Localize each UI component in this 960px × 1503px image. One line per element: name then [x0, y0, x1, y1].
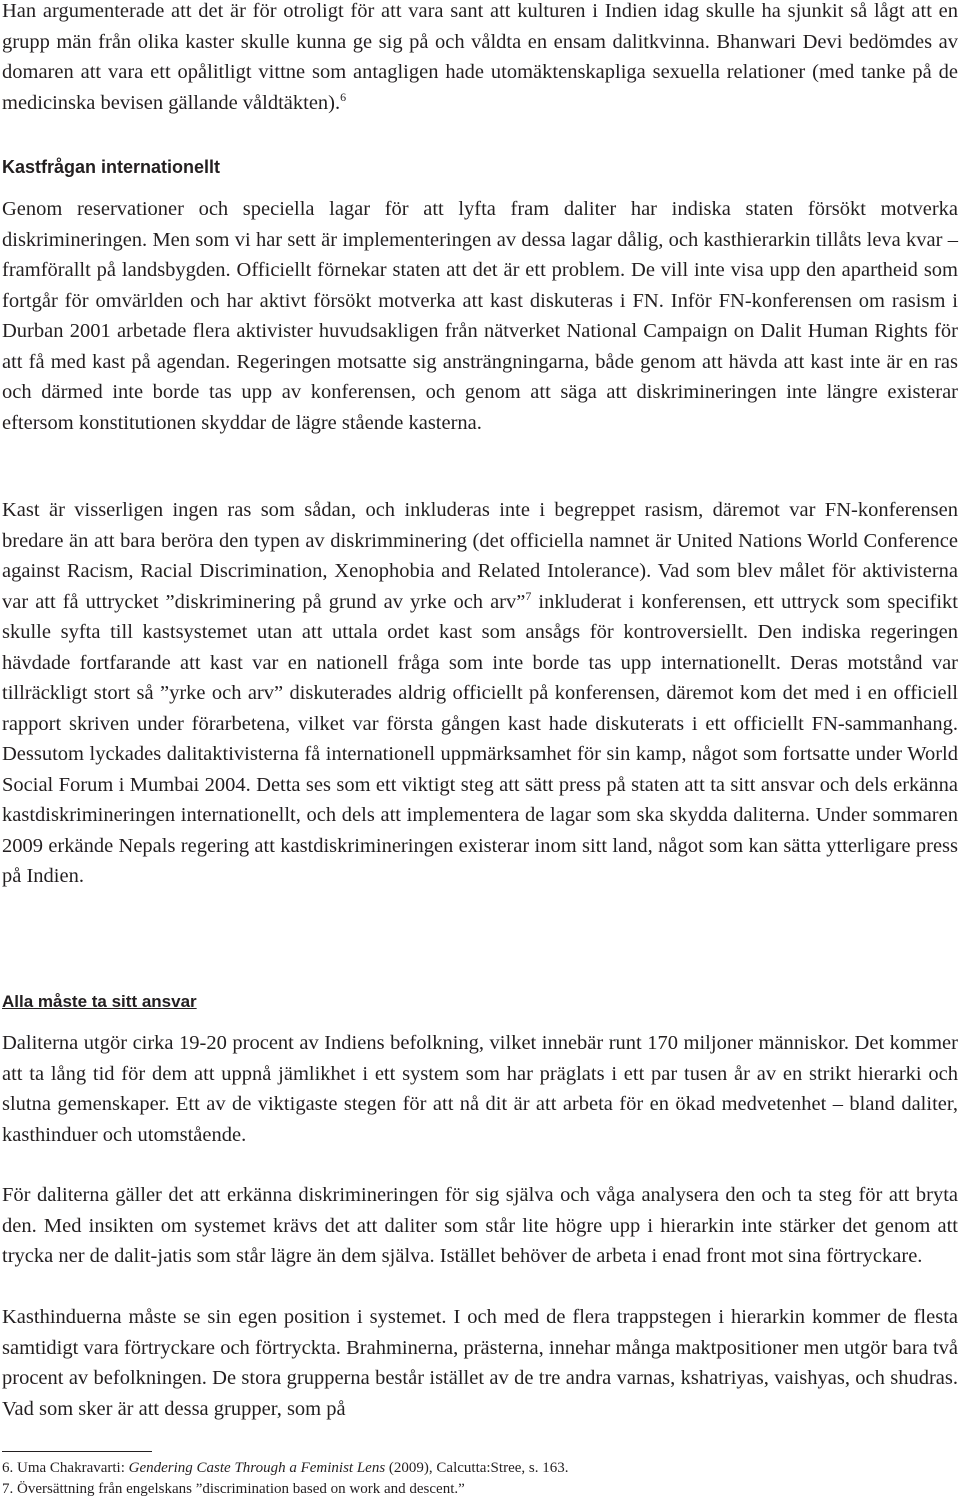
footnote-ref-7[interactable]: 7 — [525, 588, 532, 603]
paragraph-text: Han argumenterade att det är för otroligt för att vara sant att kulturen i Indien idag skulle ha sjunkit så lågt att en grupp män från olika kaster skulle kunna ge sig på och våldta en ensam dalitkvinna. Bhanwari Devi bedömdes av domaren att vara ett opålitligt vittne som antagligen hade utomäktenskapliga sexuella relationer (med tanke på de medicinska bevisen gällande våldtäkten). — [2, 0, 958, 114]
footnote-6: 6. Uma Chakravarti: Gendering Caste Through a Feminist Lens (2009), Calcutta:Stree, s. 163. — [2, 1460, 569, 1476]
paragraph-dalit-population: Daliterna utgör cirka 19-20 procent av Indiens befolkning, vilket innebär runt 170 miljoner människor. Det kommer att ta lång tid för dem att uppnå jämlikhet i ett system som har präglats i ett par tusen år av en strikt hierarki och slutna gemenskaper. Ett av de viktigaste stegen för att nå dit är att arbeta för en ökad medvetenhet – bland daliter, kasthinduer och utomstående. — [2, 1032, 958, 1146]
paragraph-un-conference — [2, 495, 958, 892]
paragraph-caste-hindus: Kasthinduerna måste se sin egen position i systemet. I och med de flera trappstegen i hierarkin kommer de flesta samtidigt vara förtryckare och förtryckta. Brahminerna, prästerna, innehar många maktpositioner men utgör bara två procent av befolkningen. De stora grupperna består istället av de tre andra varnas, kshatriyas, vaishyas, och shudras. Vad som sker är att dessa grupper, som på — [2, 1306, 958, 1420]
paragraph-bhanwari-devi — [2, 0, 958, 118]
footnote-ref-6[interactable]: 6 — [340, 89, 347, 104]
footnote-divider — [2, 1451, 152, 1452]
paragraph-text: inkluderat i konferensen, ett uttryck som specifikt skulle syfta till kastsystemet utan att uttala ordet kast som ansågs för kontroversiellt. Den indiska regeringen hävdade fortfarande att kast var en nationell fråga som inte borde tas upp internationellt. Deras motstånd var tillräckligt stort så ”yrke och arv” diskuterades aldrig officiellt på konferensen, däremot kom det med i en officiell rapport skriven under förarbetena, vilket var första gången kast hade diskuterats i ett officiellt FN-sammanhang. Dessutom lyckades dalitaktivisterna få internationell uppmärksamhet för sin kamp, något som fortsatte under World Social Forum i Mumbai 2004. Detta ses som ett viktigt steg att sätt press på staten att ta sitt ansvar och dels erkänna kastdiskrimineringen internationellt, och dels att implementera de lagar som ska skydda daliterna. Under sommaren 2009 erkände Nepals regering att kastdiskrimineringen existerar inom sitt land, något som kan sätta ytterligare press på Indien. — [2, 590, 958, 887]
section-heading-caste-international: Kastfrågan internationellt — [2, 157, 221, 177]
footnote-7: 7. Översättning från engelskans ”discrimination based on work and descent.” — [2, 1481, 465, 1497]
paragraph-dalit-recognition: För daliterna gäller det att erkänna diskrimineringen för sig själva och våga analysera den och ta steg för att bryta den. Med insikten om systemet krävs det att daliter som står lite högre upp i hierarkin inte stärker det genom att trycka ner de dalit-jatis som står lägre än dem själva. Istället behöver de arbeta i enad front mot sina förtryckare. — [2, 1184, 958, 1267]
section-heading-responsibility: Alla måste ta sitt ansvar — [2, 992, 197, 1011]
cited-book-title: Gendering Caste Through a Feminist Lens — [128, 1460, 386, 1476]
paragraph-text: Kast är visserligen ingen ras som sådan, och inkluderas inte i begreppet rasism, däremot var FN-konferensen bredare än att bara beröra den typen av diskrimminering (det officiella namnet är United Nations World Conference against Racism, Racial Discrimination, Xenophobia and Related Intolerance). Vad som blev målet för aktivisterna var att få uttrycket ”diskriminering på grund av yrke och arv” — [2, 499, 958, 613]
paragraph-reservations: Genom reservationer och speciella lagar för att lyfta fram daliter har indiska staten försökt motverka diskrimineringen. Men som vi har sett är implementeringen av dessa lagar dålig, och kasthierarkin tillåts leva kvar – framförallt på landsbygden. Officiellt förnekar staten att det är ett problem. De vill inte visa upp den apartheid som fortgår för omvärlden och har aktivt försökt motverka att kast diskuteras i FN. Inför FN-konferensen om rasism i Durban 2001 arbetade flera aktivister huvudsakligen från nätverket National Campaign on Dalit Human Rights för att få med kast på agendan. Regeringen motsatte sig ansträngningarna, både genom att hävda att kast inte är en ras och därmed inte borde tas upp av konferensen, och genom att säga att diskrimineringen inte längre existerar eftersom konstitutionen skyddar de lägre stående kasterna. — [2, 198, 958, 434]
footnotes — [2, 1458, 902, 1500]
